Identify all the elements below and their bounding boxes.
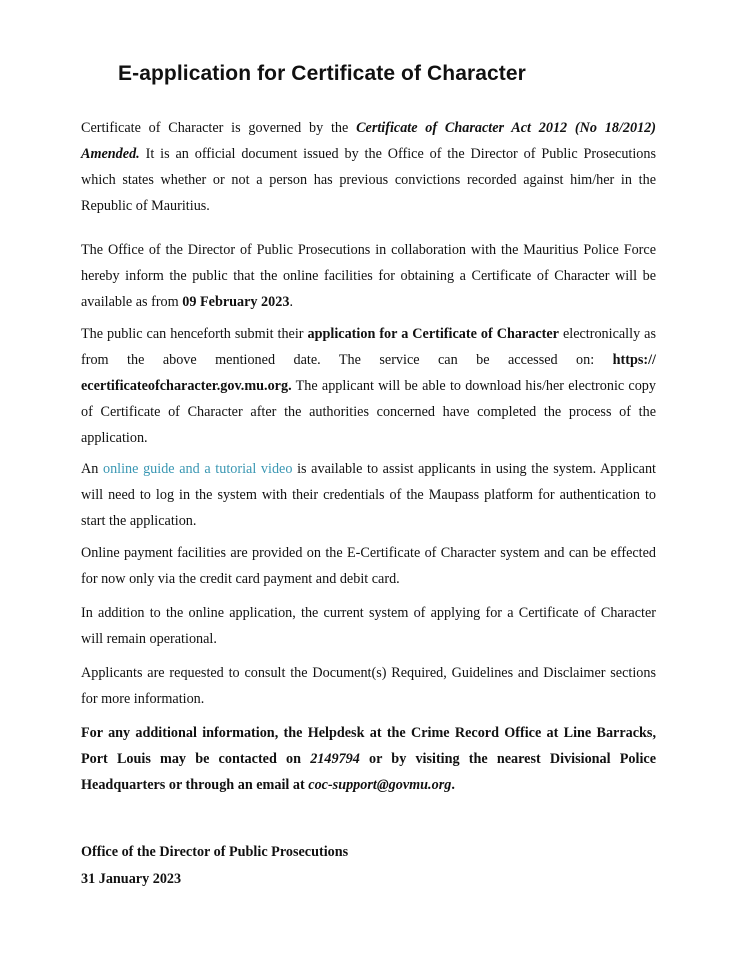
helpdesk-email: coc-support@govmu.org [308, 777, 452, 793]
tutorial-link[interactable]: online guide and a tutorial video [102, 461, 293, 477]
intro-text-b: It is an official document issued by the Office of the Director of Public Prosecutions which states whether or not a person has previous convictions recorded against him/her in the Republic of Mauritius. [81, 146, 656, 214]
intro-text-a: Certificate of Character is governed by the [81, 120, 357, 136]
signature-date: 31 January 2023 [81, 871, 182, 887]
announcement-text-b: . [289, 294, 293, 310]
consult-paragraph: Applicants are requested to consult the Document(s) Required, Guidelines and Disclaimer sections for more information. [81, 665, 656, 707]
application-text-a: The public can henceforth submit their [81, 326, 308, 342]
service-url: https:// ecertificateofcharacter.gov.mu.org. [81, 352, 656, 394]
guide-text-a: An [81, 461, 103, 477]
payment-paragraph: Online payment facilities are provided on the E-Certificate of Character system and can be effected for now only via the credit card payment and debit card. [81, 545, 656, 587]
application-text-b: electronically as from the above mentioned date. The service can be accessed on: [81, 326, 656, 368]
helpdesk-phone: 2149794 [310, 751, 360, 767]
current-system-paragraph: In addition to the online application, the current system of applying for a Certificate of Character will remain operational. [81, 605, 656, 647]
guide-paragraph [81, 456, 656, 534]
helpdesk-paragraph [81, 720, 656, 798]
helpdesk-text-a: For any additional information, the Helpdesk at the Crime Record Office at Line Barracks, Port Louis may be contacted on [81, 725, 656, 767]
application-bold: application for a Certificate of Character [307, 326, 559, 342]
signature-office: Office of the Director of Public Prosecutions [81, 844, 349, 860]
announcement-text-a: The Office of the Director of Public Prosecutions in collaboration with the Mauritius Police Force hereby inform the public that the online facilities for obtaining a Certificate of Character will be available as from [81, 242, 656, 310]
helpdesk-text-c: . [451, 777, 455, 793]
announcement-paragraph [81, 237, 656, 315]
guide-text-b: is available to assist applicants in using the system. Applicant will need to log in the system with their credentials of the Maupass platform for authentication to start the application. [81, 461, 656, 529]
page-title: E-application for Certificate of Character [118, 62, 526, 85]
helpdesk-text-b: or by visiting the nearest Divisional Police Headquarters or through an email at [81, 751, 656, 793]
availability-date: 09 February 2023 [182, 294, 290, 310]
act-reference: Certificate of Character Act 2012 (No 18/2012) Amended. [81, 120, 656, 162]
application-paragraph [81, 321, 656, 451]
application-text-c: The applicant will be able to download his/her electronic copy of Certificate of Character after the authorities concerned have completed the process of the application. [81, 378, 656, 446]
intro-paragraph [81, 115, 656, 219]
